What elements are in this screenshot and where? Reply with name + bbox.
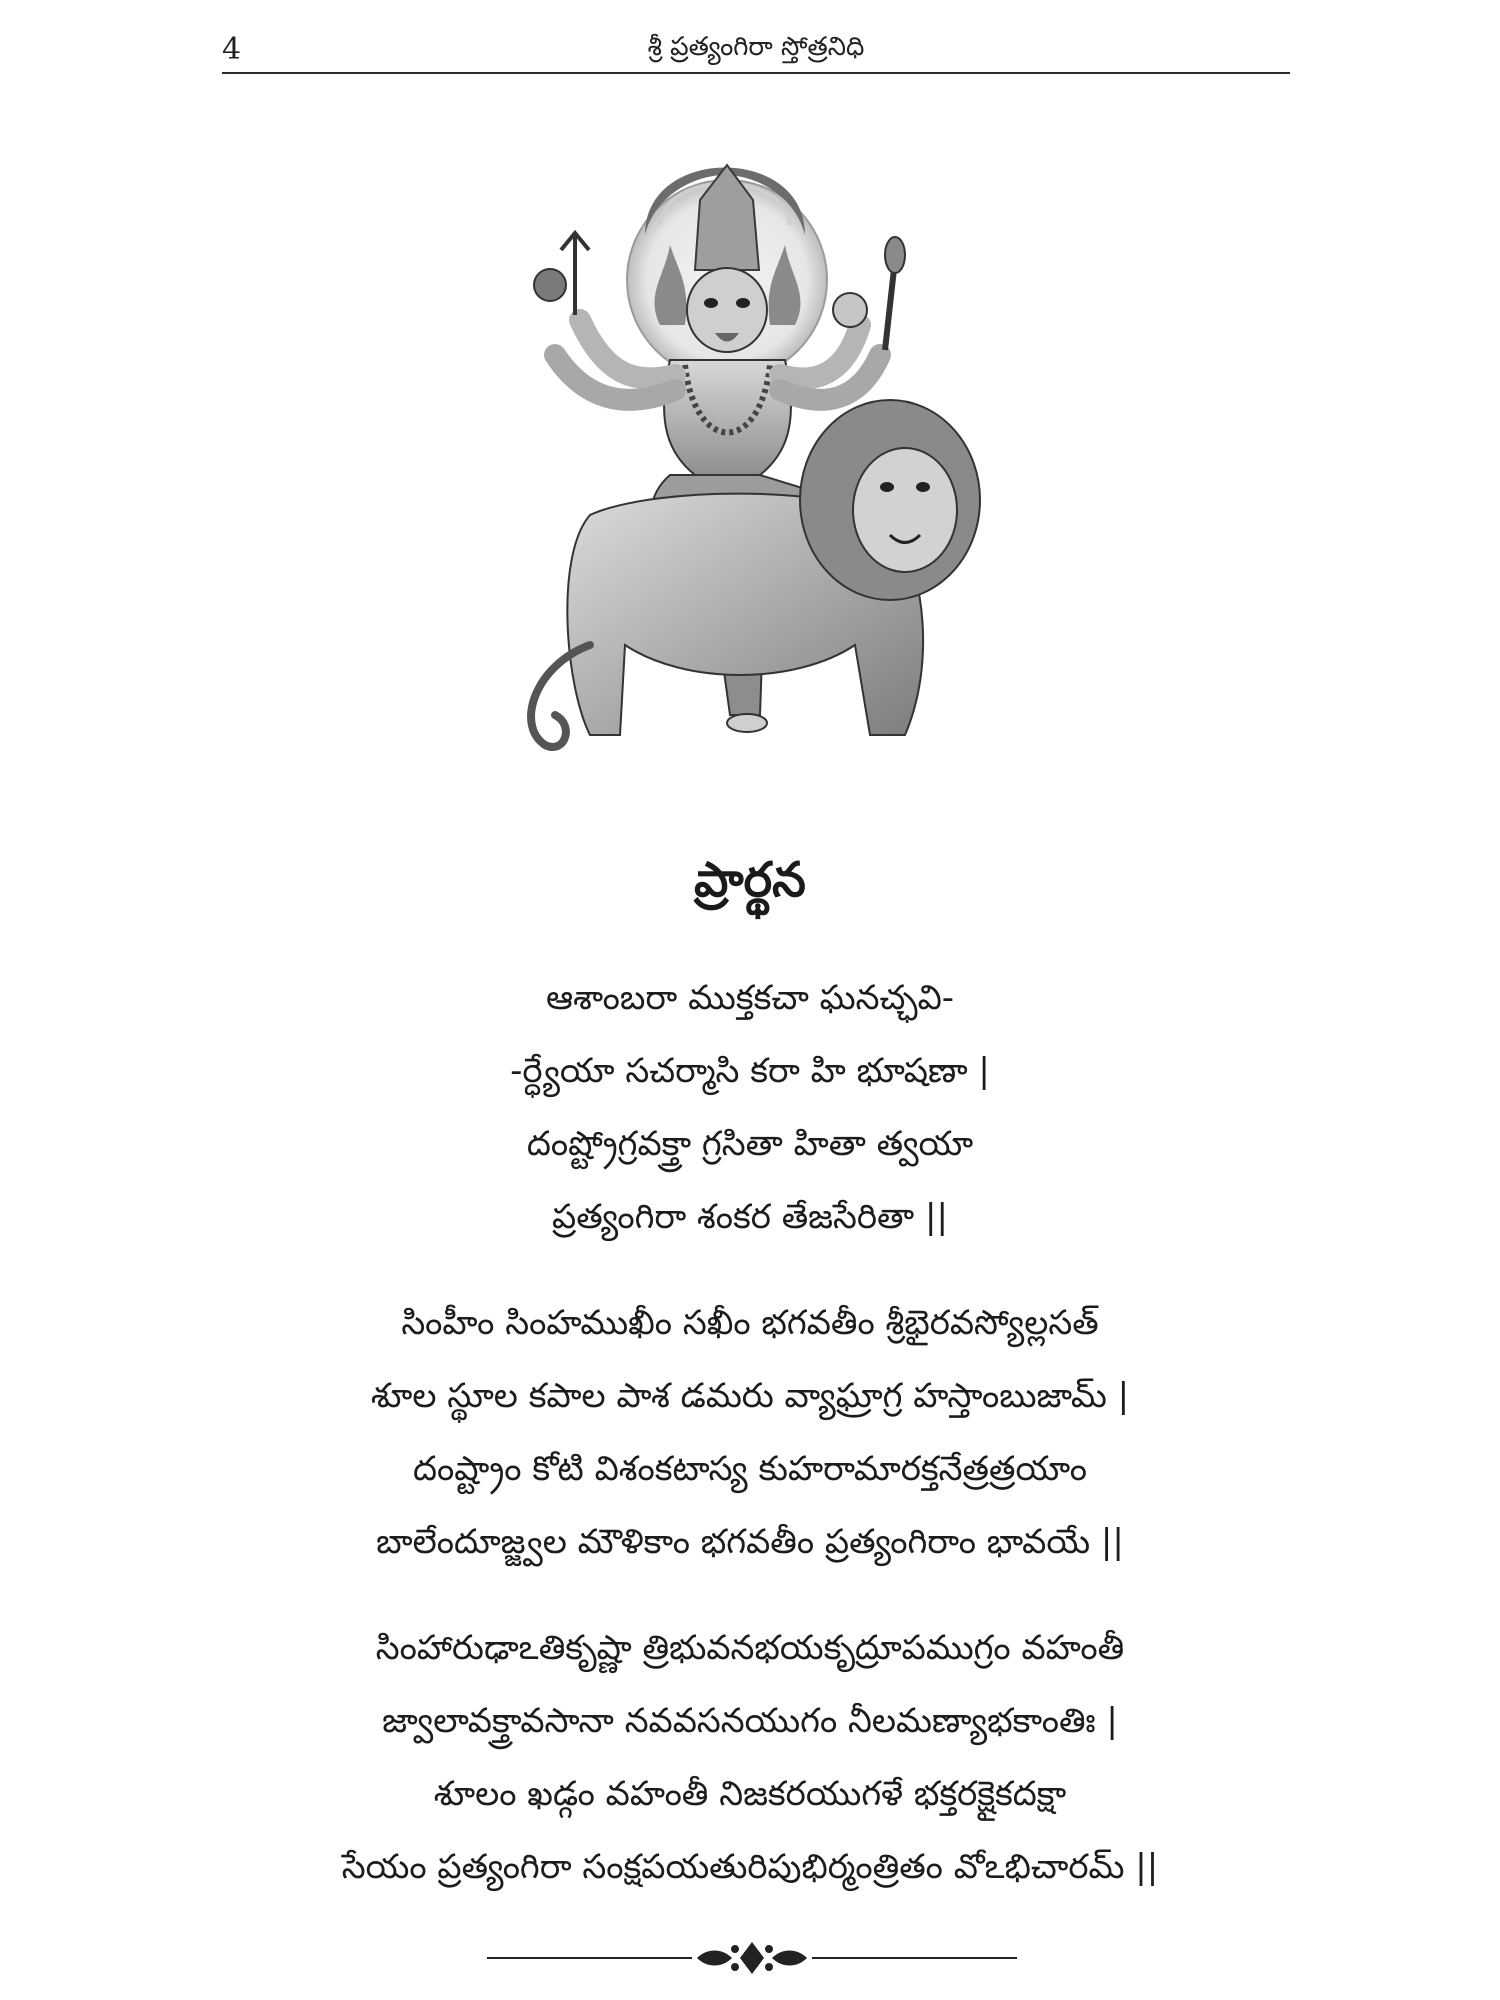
verse-line: -ర్ధ్యేయా సచర్మాసి కరా హి భూషణా |	[510, 1051, 990, 1091]
verse-stanza	[150, 1612, 1350, 1904]
verse-line: శూలం ఖడ్గం వహంతీ నిజకరయుగళే భక్తరక్షైకదక్షా	[433, 1774, 1067, 1814]
verse-line: ప్రత్యంగిరా శంకర తేజసేరితా ||	[552, 1197, 948, 1237]
page-number: 4	[222, 32, 242, 67]
verse-line: శూల స్థూల కపాల పాశ డమరు వ్యాఘ్రాగ్ర హస్తాంబుజామ్ |	[370, 1376, 1130, 1416]
verse-line: ఆశాంబరా ముక్తకచా ఘనచ్ఛవి-	[545, 978, 955, 1018]
section-title: ప్రార్థన	[694, 852, 806, 908]
verse-line: సేయం ప్రత్యంగిరా సంక్షపయతురిపుభిర్మంత్రితం వోఽభిచారమ్ ||	[341, 1847, 1159, 1887]
verse-line: దంష్ట్రాం కోటి విశంకటాస్య కుహరామారక్తనేత్రత్రయాం	[413, 1449, 1087, 1489]
verse-line: దంష్ట్రోగ్రవక్త్రా గ్రసితా హితా త్వయా	[526, 1124, 974, 1164]
verse-line: సింహారుఢాఽతికృష్ణా త్రిభువనభయకృద్రూపముగ్రం వహంతీ	[375, 1628, 1125, 1668]
running-title: శ్రీ ప్రత్యంగిరా స్తోత్రనిధి	[647, 32, 865, 62]
ornament-divider-icon	[487, 1940, 1017, 1976]
verse-line: బాలేందూజ్జ్వల మౌళికాం భగవతీం ప్రత్యంగిరాం భావయే ||	[376, 1522, 1124, 1562]
running-header	[222, 28, 1290, 74]
verse-stanza	[150, 962, 1350, 1254]
verse-line: సింహీం సింహముఖీం సఖీం భగవతీం శ్రీభైరవస్యోల్లసత్	[401, 1303, 1099, 1343]
verse-line: జ్వాలావక్త్రావసానా నవవసనయుగం నీలమణ్యాభకాంతిః |	[382, 1701, 1118, 1741]
deity-illustration	[495, 125, 1025, 815]
verse-stanza	[150, 1287, 1350, 1579]
